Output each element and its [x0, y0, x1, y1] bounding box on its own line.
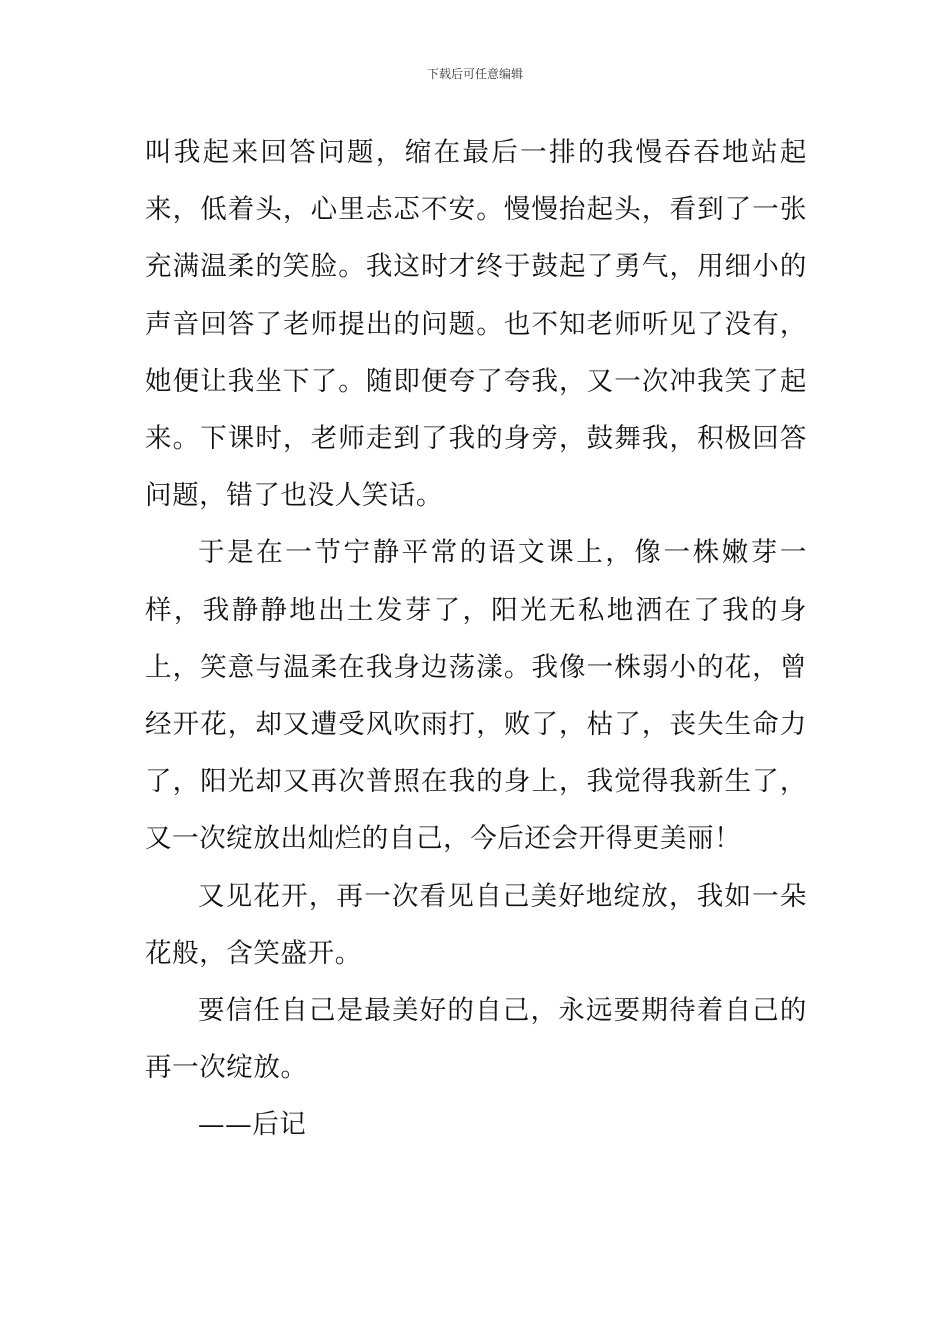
- page-header: 下载后可任意编辑: [426, 67, 523, 81]
- document-body: [145, 124, 807, 1154]
- paragraph-1: 叫我起来回答问题，缩在最后一排的我慢吞吞地站起来，低着头，心里忐忑不安。慢慢抬起头，看到了一张充满温柔的笑脸。我这时才终于鼓起了勇气，用细小的声音回答了老师提出的问题。也不知老师听见了没有，她便让我坐下了。随即便夸了夸我，又一次冲我笑了起来。下课时，老师走到了我的身旁，鼓舞我，积极回答问题，错了也没人笑话。: [145, 137, 807, 512]
- paragraph-3: 又见花开，再一次看见自己美好地绽放，我如一朵花般，含笑盛开。: [145, 880, 807, 969]
- paragraph-2: 于是在一节宁静平常的语文课上，像一株嫩芽一样，我静静地出土发芽了，阳光无私地洒在了我的身上，笑意与温柔在我身边荡漾。我像一株弱小的花，曾经开花，却又遭受风吹雨打，败了，枯了，丧失生命力了，阳光却又再次普照在我的身上，我觉得我新生了，又一次绽放出灿烂的自己，今后还会开得更美丽！: [145, 537, 807, 855]
- afterword-signature: ——后记: [198, 1109, 307, 1141]
- paragraph-4: 要信任自己是最美好的自己，永远要期待着自己的再一次绽放。: [145, 995, 807, 1084]
